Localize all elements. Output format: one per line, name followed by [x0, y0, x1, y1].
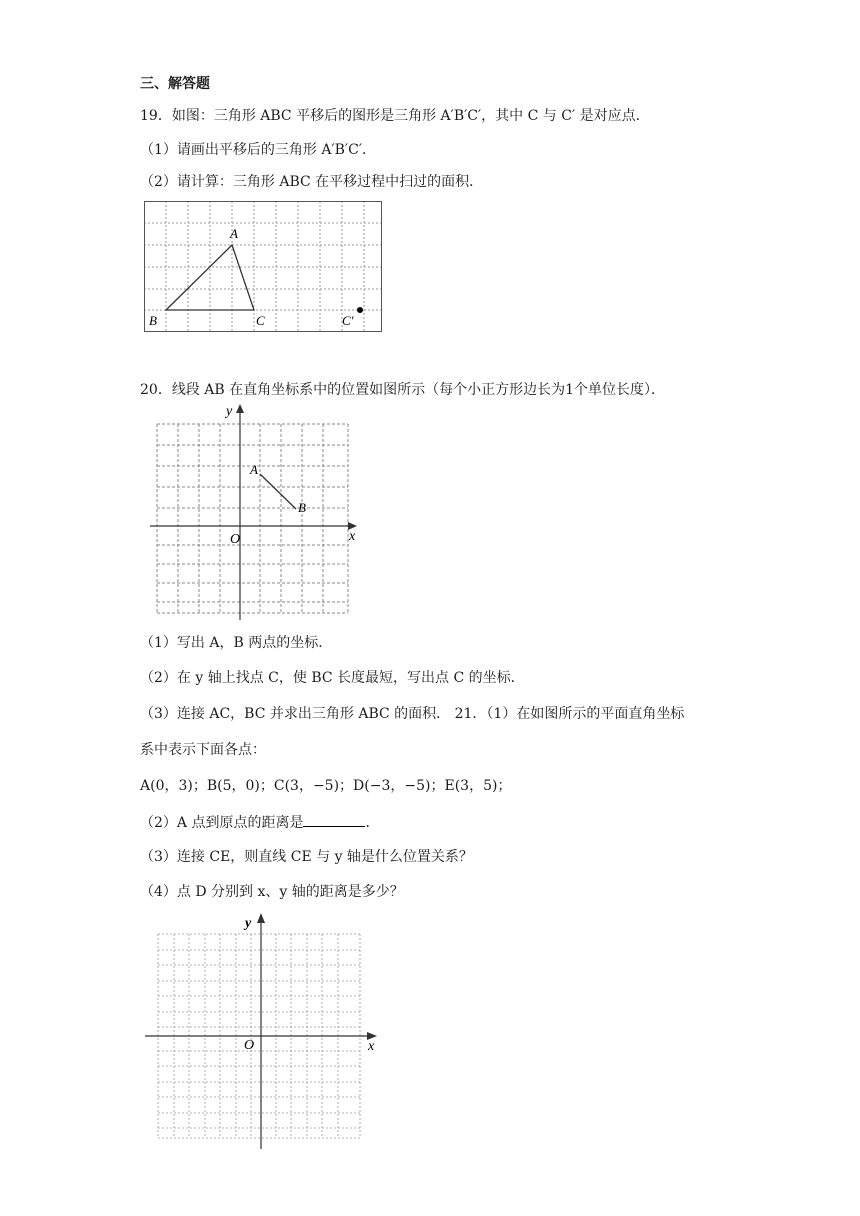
- q20-y-arrow: [236, 404, 244, 413]
- q21-part2-text: （2）A 点到原点的距离是: [140, 815, 304, 831]
- q19-stem: 19．如图：三角形 ABC 平移后的图形是三角形 A′B′C′，其中 C 与 C′ 是对应点．: [140, 108, 650, 124]
- point-c-prime: [357, 307, 363, 313]
- q19-label-c: C: [256, 313, 265, 328]
- q21-part4: （4）点 D 分别到 x、y 轴的距离是多少？: [140, 884, 404, 900]
- q20-label-x: x: [349, 529, 356, 544]
- q21-stem-cont: 系中表示下面各点：: [140, 742, 266, 758]
- q21-label-o: O: [244, 1038, 255, 1053]
- q21-y-arrow: [257, 913, 265, 923]
- q20-coordinate-figure: [150, 402, 362, 620]
- q21-part2-end: ．: [365, 815, 380, 831]
- q21-points: A(0，3)；B(5，0)；C(3，−5)；D(−3，−5)；E(3，5)；: [140, 778, 512, 794]
- q21-part3: （3）连接 CE，则直线 CE 与 y 轴是什么位置关系？: [140, 849, 473, 865]
- q20-stem: 20．线段 AB 在直角坐标系中的位置如图所示（每个小正方形边长为1个单位长度）．: [140, 382, 666, 398]
- segment-ab: [260, 474, 296, 509]
- q20-label-y: y: [226, 404, 233, 419]
- q20-label-o: O: [230, 532, 241, 547]
- q21-label-y: y: [245, 916, 252, 931]
- q19-label-c-prime: C′: [342, 313, 354, 328]
- q20-label-b: B: [298, 500, 306, 515]
- q19-label-a: A: [230, 226, 238, 241]
- q19-part2: （2）请计算：三角形 ABC 在平移过程中扫过的面积．: [140, 174, 484, 190]
- q21-part2: [140, 812, 379, 833]
- section-title: 三、解答题: [140, 76, 210, 92]
- answer-blank[interactable]: [303, 812, 365, 827]
- q21-coordinate-figure: [145, 911, 385, 1151]
- q20-part2: （2）在 y 轴上找点 C，使 BC 长度最短，写出点 C 的坐标．: [140, 670, 525, 686]
- q21-label-x: x: [368, 1039, 375, 1054]
- q20-part3-q21-start: （3）连接 AC，BC 并求出三角形 ABC 的面积． 21．（1）在如图所示的平面直角坐标: [140, 706, 685, 722]
- q19-label-b: B: [149, 313, 157, 328]
- q20-label-a: A: [250, 462, 258, 477]
- q19-grid-figure: [144, 201, 384, 333]
- q20-part1: （1）写出 A，B 两点的坐标．: [140, 635, 333, 651]
- q19-part1: （1）请画出平移后的三角形 A′B′C′．: [140, 142, 377, 158]
